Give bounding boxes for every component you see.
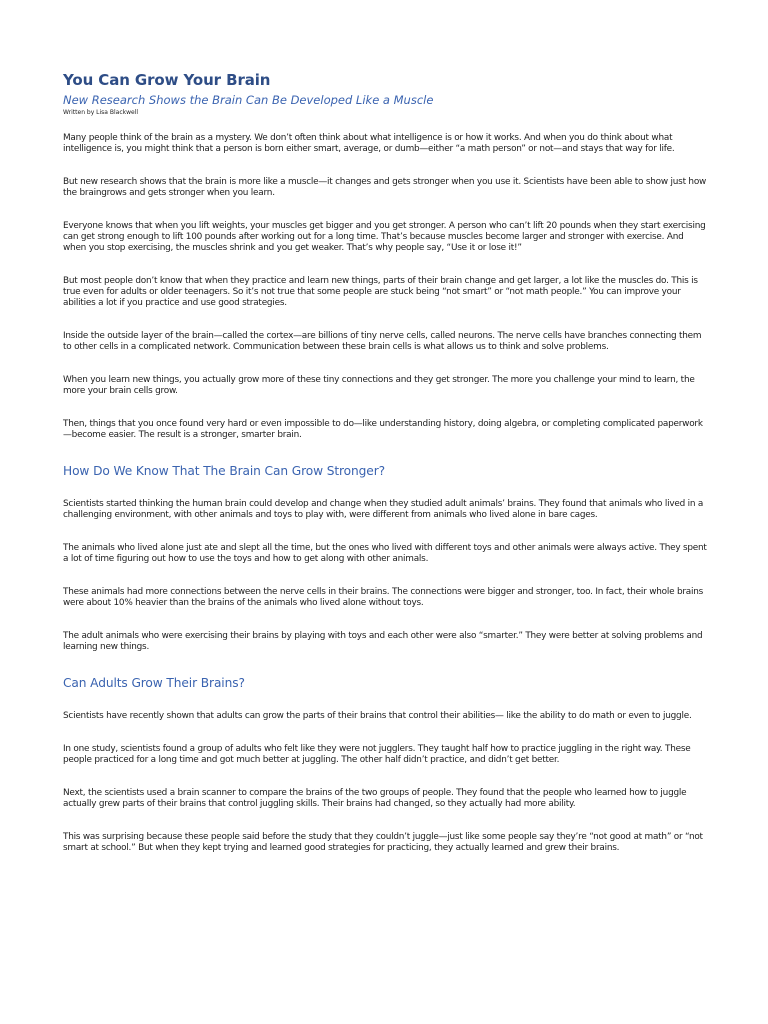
paragraph: In one study, scientists found a group of adults who felt like they were not jugglers. They taught half how to practice juggling in the right way. These people practiced for a long time and got much better at juggling. The other half didn’t practice, and didn’t get better. (63, 744, 691, 765)
section-heading: How Do We Know That The Brain Can Grow Stronger? (63, 464, 385, 478)
paragraph: But most people don’t know that when they practice and learn new things, parts of their brain change and get larger, a lot like the muscles do. This is true even for adults or older teenagers. So it’s not true that some people are stuck being “not smart” or “not math people.” You can improve your abilities a lot if you practice and use good strategies. (63, 276, 698, 308)
paragraph: The adult animals who were exercising their brains by playing with toys and each other were also “smarter.” They were better at solving problems and learning new things. (63, 631, 703, 652)
paragraph: Scientists started thinking the human brain could develop and change when they studied adult animals’ brains. They found that animals who lived in a challenging environment, with other animals and toys to play with, were different from animals who lived alone in bare cages. (63, 499, 704, 520)
section-how-do-we-know (63, 463, 708, 653)
paragraph: Next, the scientists used a brain scanner to compare the brains of the two groups of people. They found that the people who learned how to juggle actually grew parts of their brains that control juggling skills. Their brains had changed, so they actually had more ability. (63, 788, 687, 809)
document-body (63, 70, 708, 876)
paragraph: These animals had more connections between the nerve cells in their brains. The connections were bigger and stronger, too. In fact, their whole brains were about 10% heavier than the brains of the animals who lived alone without toys. (63, 587, 704, 608)
paragraph: But new research shows that the brain is more like a muscle—it changes and gets stronger when you use it. Scientists have been able to show just how the braingrows and gets stronger when you learn. (63, 177, 707, 198)
paragraph: Many people think of the brain as a mystery. We don’t often think about what intelligence is or how it works. And when you do think about what intelligence is, you might think that a person is born either smart, average, or dumb—either “a math person” or not—and stays that way for life. (63, 133, 675, 154)
paragraph: Then, things that you once found very hard or even impossible to do—like understanding history, doing algebra, or completing complicated paperwork—become easier. The result is a stronger, smarter brain. (63, 419, 703, 440)
section-can-adults-grow (63, 675, 708, 854)
paragraph: The animals who lived alone just ate and slept all the time, but the ones who lived with different toys and other animals were always active. They spent a lot of time figuring out how to use the toys and how to get along with other animals. (63, 543, 707, 564)
section-heading: Can Adults Grow Their Brains? (63, 676, 245, 690)
paragraph: Everyone knows that when you lift weights, your muscles get bigger and you get stronger. A person who can’t lift 20 pounds when they start exercising can get strong enough to lift 100 pounds after working out for a long time. That’s because muscles become larger and stronger with exercise. And when you stop exercising, the muscles shrink and you get weaker. That’s why people say, “Use it or lose it!” (63, 221, 706, 253)
document-title: You Can Grow Your Brain (63, 71, 271, 89)
paragraph: Inside the outside layer of the brain—called the cortex—are billions of tiny nerve cells, called neurons. The nerve cells have branches connecting them to other cells in a complicated network. Communication between these brain cells is what allows us to think and solve problems. (63, 331, 702, 352)
document-byline: Written by Lisa Blackwell (63, 109, 139, 116)
document-subtitle: New Research Shows the Brain Can Be Developed Like a Muscle (63, 93, 434, 107)
paragraph: This was surprising because these people said before the study that they couldn’t juggle—just like some people say they’re “not good at math” or “not smart at school.” But when they kept trying and learned good strategies for practicing, they actually learned and grew their brains. (63, 832, 703, 853)
section-intro (63, 133, 708, 441)
paragraph: When you learn new things, you actually grow more of these tiny connections and they get stronger. The more you challenge your mind to learn, the more your brain cells grow. (63, 375, 695, 396)
paragraph: Scientists have recently shown that adults can grow the parts of their brains that control their abilities— like the ability to do math or even to juggle. (63, 711, 692, 721)
